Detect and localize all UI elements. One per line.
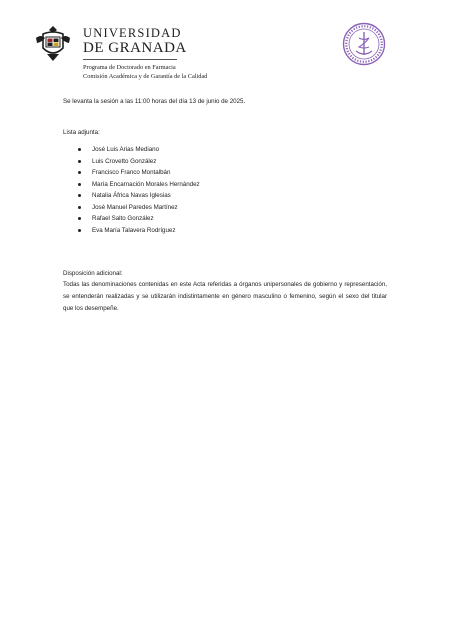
attendee-name: Rafael Salto González xyxy=(92,215,154,222)
list-item xyxy=(76,190,200,202)
university-name-line2: DE GRANADA xyxy=(83,40,187,56)
university-crest-icon xyxy=(33,24,73,64)
attendee-name: Luis Crovetto González xyxy=(92,157,157,165)
disposition-text: Todas las denominaciones contenidas en este Acta referidas a órganos unipersonales de gobierno y representación, se entenderán realizadas y se utilizarán indistintamente en género masculino o femenino, según el sexo del titular que los desempeñe. xyxy=(63,281,387,312)
bullet-icon xyxy=(78,194,81,197)
attendee-name: Natalia África Navas Iglesias xyxy=(92,192,171,199)
header-divider xyxy=(83,59,177,60)
list-item xyxy=(76,225,200,237)
attendees-title: Lista adjunta: xyxy=(63,129,100,136)
session-close-text: Se levanta la sesión a las 11:00 horas del día 13 de junio de 2025. xyxy=(63,98,246,105)
bullet-icon xyxy=(78,148,81,151)
commission-name: Comisión Académica y de Garantía de la Calidad xyxy=(83,73,208,80)
university-name-line1: UNIVERSIDAD xyxy=(83,26,182,40)
disposition-title: Disposición adicional: xyxy=(63,270,123,277)
bullet-icon xyxy=(78,171,81,174)
program-name: Programa de Doctorado en Farmacia xyxy=(83,64,176,71)
attendee-name: José Luis Arias Mediano xyxy=(92,146,160,153)
bullet-icon xyxy=(78,217,81,220)
attendee-name: María Encarnación Morales Hernández xyxy=(92,180,200,188)
attendee-name: Francisco Franco Montalbán xyxy=(92,169,171,176)
list-item xyxy=(76,156,200,168)
attendee-name: José Manuel Paredes Martínez xyxy=(92,203,178,211)
bullet-icon xyxy=(78,160,81,163)
program-heading xyxy=(83,63,207,81)
pharmacy-seal-icon xyxy=(342,22,386,66)
bullet-icon xyxy=(78,229,81,232)
attendees-list xyxy=(76,144,200,236)
list-item xyxy=(76,167,200,179)
bullet-icon xyxy=(78,183,81,186)
list-item xyxy=(76,202,200,214)
bullet-icon xyxy=(78,206,81,209)
attendee-name: Eva María Talavera Rodríguez xyxy=(92,226,176,234)
list-item xyxy=(76,213,200,225)
university-wordmark xyxy=(83,26,187,56)
list-item xyxy=(76,144,200,156)
list-item xyxy=(76,179,200,191)
